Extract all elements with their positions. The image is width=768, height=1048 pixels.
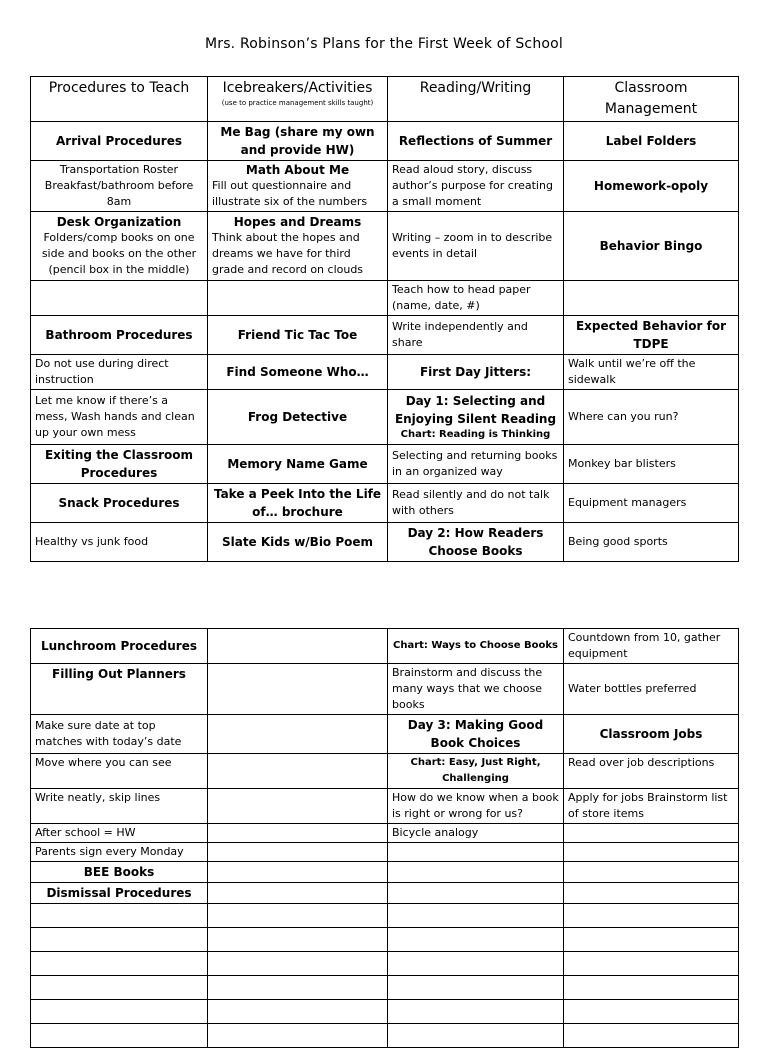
cell: First Day Jitters: — [388, 355, 564, 390]
cell: Snack Procedures — [31, 484, 208, 523]
table-row — [31, 629, 739, 664]
cell — [388, 1024, 564, 1048]
table-row — [31, 212, 739, 281]
cell — [208, 629, 388, 664]
cell — [564, 843, 739, 862]
cell: Countdown from 10, gather equipment — [564, 629, 739, 664]
cell — [564, 1024, 739, 1048]
cell — [31, 1000, 208, 1024]
cell — [31, 904, 208, 928]
cell: Memory Name Game — [208, 445, 388, 484]
cell — [208, 904, 388, 928]
cell — [388, 952, 564, 976]
cell: Let me know if there’s a mess, Wash hands and clean up your own mess — [31, 390, 208, 445]
cell — [388, 904, 564, 928]
cell: How do we know when a book is right or wrong for us? — [388, 789, 564, 824]
table-row — [31, 316, 739, 355]
table-row — [31, 976, 739, 1000]
cell-title: Math About Me — [245, 163, 350, 177]
cell: Friend Tic Tac Toe — [208, 316, 388, 355]
document-title: Mrs. Robinson’s Plans for the First Week of School — [204, 36, 564, 52]
cell: Write neatly, skip lines — [31, 789, 208, 824]
cell-text: Fill out questionnaire and illustrate six of the numbers — [212, 179, 368, 208]
cell: Filling Out Planners — [31, 664, 208, 715]
cell: Teach how to head paper (name, date, #) — [388, 281, 564, 316]
table-row — [31, 484, 739, 523]
cell — [208, 883, 388, 904]
table-row — [31, 754, 739, 789]
cell: Find Someone Who… — [208, 355, 388, 390]
cell: Writing – zoom in to describe events in detail — [388, 212, 564, 281]
cell: Arrival Procedures — [31, 122, 208, 161]
cell — [564, 824, 739, 843]
cell — [31, 281, 208, 316]
cell — [564, 883, 739, 904]
table-row — [31, 789, 739, 824]
cell — [564, 976, 739, 1000]
cell — [388, 928, 564, 952]
cell: Read aloud story, discuss author’s purpose for creating a small moment — [388, 161, 564, 212]
table-row — [31, 390, 739, 445]
table-header-row — [31, 77, 739, 122]
cell — [208, 664, 388, 715]
table-row — [31, 664, 739, 715]
header-classroom-management: Classroom Management — [564, 77, 739, 122]
cell: Read silently and do not talk with others — [388, 484, 564, 523]
cell — [31, 212, 208, 281]
cell — [31, 928, 208, 952]
cell — [208, 715, 388, 754]
table-row — [31, 715, 739, 754]
cell — [31, 1024, 208, 1048]
table-row — [31, 1000, 739, 1024]
header-icebreakers-label: Icebreakers/Activities — [222, 80, 373, 96]
cell: Day 2: How Readers Choose Books — [388, 523, 564, 562]
cell — [208, 281, 388, 316]
table-row — [31, 883, 739, 904]
cell: Classroom Jobs — [564, 715, 739, 754]
table-row — [31, 952, 739, 976]
cell: Me Bag (share my own and provide HW) — [208, 122, 388, 161]
cell: Frog Detective — [208, 390, 388, 445]
header-procedures: Procedures to Teach — [31, 77, 208, 122]
cell — [208, 161, 388, 212]
cell-title: Day 1: Selecting and Enjoying Silent Reading — [394, 394, 557, 426]
table-row — [31, 824, 739, 843]
header-reading-writing: Reading/Writing — [388, 77, 564, 122]
table-row — [31, 122, 739, 161]
cell — [208, 789, 388, 824]
cell: Lunchroom Procedures — [31, 629, 208, 664]
cell — [208, 928, 388, 952]
table-row — [31, 1024, 739, 1048]
table-row — [31, 445, 739, 484]
cell — [31, 952, 208, 976]
cell: Being good sports — [564, 523, 739, 562]
cell: Day 3: Making Good Book Choices — [388, 715, 564, 754]
cell-text: Folders/comp books on one side and books on the other (pencil box in the middle) — [41, 231, 197, 276]
cell: Exiting the Classroom Procedures — [31, 445, 208, 484]
cell: Selecting and returning books in an organized way — [388, 445, 564, 484]
cell-title: Hopes and Dreams — [233, 215, 362, 229]
cell: Make sure date at top matches with today’s date — [31, 715, 208, 754]
cell: Take a Peek Into the Life of… brochure — [208, 484, 388, 523]
table-row — [31, 161, 739, 212]
cell — [564, 281, 739, 316]
header-icebreakers-note: (use to practice management skills taught) — [221, 99, 374, 107]
cell: Transportation Roster Breakfast/bathroom before 8am — [31, 161, 208, 212]
cell: Read over job descriptions — [564, 754, 739, 789]
cell — [208, 1000, 388, 1024]
cell: Walk until we’re off the sidewalk — [564, 355, 739, 390]
cell — [208, 824, 388, 843]
cell — [208, 862, 388, 883]
cell — [208, 212, 388, 281]
cell: Do not use during direct instruction — [31, 355, 208, 390]
table-row — [31, 355, 739, 390]
cell: Slate Kids w/Bio Poem — [208, 523, 388, 562]
cell — [388, 883, 564, 904]
cell-title: Desk Organization — [56, 215, 182, 229]
cell: Label Folders — [564, 122, 739, 161]
cell: BEE Books — [31, 862, 208, 883]
cell: Write independently and share — [388, 316, 564, 355]
cell: Homework-opoly — [564, 161, 739, 212]
cell: Reflections of Summer — [388, 122, 564, 161]
cell — [564, 1000, 739, 1024]
cell-subtitle: Chart: Reading is Thinking — [400, 429, 551, 440]
cell: Where can you run? — [564, 390, 739, 445]
cell — [388, 1000, 564, 1024]
cell-text: Think about the hopes and dreams we have for third grade and record on clouds — [212, 231, 364, 276]
cell — [564, 904, 739, 928]
cell — [31, 976, 208, 1000]
cell — [388, 862, 564, 883]
cell: Bathroom Procedures — [31, 316, 208, 355]
cell — [388, 390, 564, 445]
table-row — [31, 523, 739, 562]
cell: Brainstorm and discuss the many ways that we choose books — [388, 664, 564, 715]
cell: Healthy vs junk food — [31, 523, 208, 562]
cell: Apply for jobs Brainstorm list of store items — [564, 789, 739, 824]
cell: Bicycle analogy — [388, 824, 564, 843]
cell — [564, 928, 739, 952]
cell — [208, 843, 388, 862]
cell: Behavior Bingo — [564, 212, 739, 281]
cell: Water bottles preferred — [564, 664, 739, 715]
cell: Parents sign every Monday — [31, 843, 208, 862]
table-row — [31, 843, 739, 862]
cell: Equipment managers — [564, 484, 739, 523]
table-row — [31, 862, 739, 883]
plans-table-2 — [30, 628, 739, 1048]
cell — [208, 976, 388, 1000]
table-row — [31, 928, 739, 952]
header-icebreakers — [208, 77, 388, 122]
cell — [564, 952, 739, 976]
cell: Move where you can see — [31, 754, 208, 789]
cell — [208, 754, 388, 789]
cell: Monkey bar blisters — [564, 445, 739, 484]
cell — [208, 1024, 388, 1048]
cell — [564, 862, 739, 883]
cell: Dismissal Procedures — [31, 883, 208, 904]
table-row — [31, 904, 739, 928]
cell — [208, 952, 388, 976]
cell: Chart: Ways to Choose Books — [388, 629, 564, 664]
cell — [388, 976, 564, 1000]
cell: Chart: Easy, Just Right, Challenging — [388, 754, 564, 789]
cell: Expected Behavior for TDPE — [564, 316, 739, 355]
cell — [388, 843, 564, 862]
plans-table-1 — [30, 76, 739, 562]
cell: After school = HW — [31, 824, 208, 843]
table-row — [31, 281, 739, 316]
